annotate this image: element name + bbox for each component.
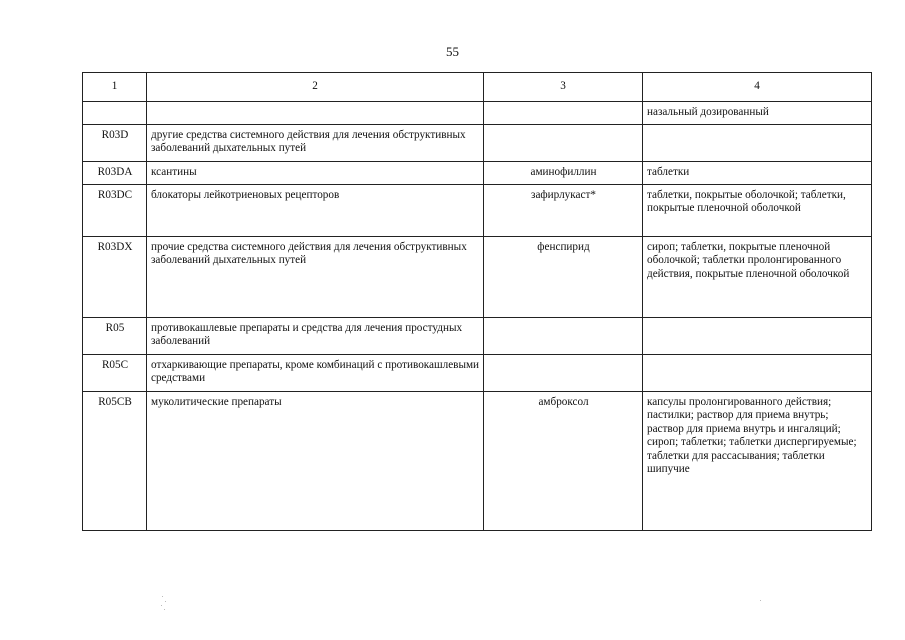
table-row (83, 185, 872, 237)
table-row (83, 102, 872, 125)
substance-cell (484, 125, 643, 162)
dosage-form-cell (643, 318, 872, 355)
group-name-cell: другие средства системного действия для лечения обструктивных заболеваний дыхательных путей (147, 125, 484, 162)
substance-cell: амброксол (484, 392, 643, 531)
table-header-row (83, 73, 872, 102)
table-row (83, 318, 872, 355)
header-cell-2: 2 (147, 73, 484, 102)
group-name-cell: ксантины (147, 162, 484, 185)
atc-code-cell: R05CB (83, 392, 147, 531)
header-cell-4: 4 (643, 73, 872, 102)
atc-code-cell: R03DC (83, 185, 147, 237)
dosage-form-cell: таблетки (643, 162, 872, 185)
table-row (83, 162, 872, 185)
dosage-form-cell: таблетки, покрытые оболочкой; таблетки, покрытые пленочной оболочкой (643, 185, 872, 237)
header-cell-1: 1 (83, 73, 147, 102)
page-number: 55 (446, 44, 459, 59)
scan-speckle (760, 600, 761, 601)
table-row (83, 355, 872, 392)
table-row (83, 125, 872, 162)
group-name-cell: муколитические препараты (147, 392, 484, 531)
dosage-form-cell (643, 355, 872, 392)
atc-code-cell: R03D (83, 125, 147, 162)
substance-cell: зафирлукаст* (484, 185, 643, 237)
substance-cell (484, 102, 643, 125)
group-name-cell: отхаркивающие препараты, кроме комбинаций с противокашлевыми средствами (147, 355, 484, 392)
atc-code-cell: R05 (83, 318, 147, 355)
substance-cell (484, 355, 643, 392)
drug-classification-table (82, 72, 872, 531)
dosage-form-cell: капсулы пролонгированного действия; пастилки; раствор для приема внутрь; раствор для приема внутрь и ингаляций; сироп; таблетки; таблетки диспергируемые; таблетки для рассасывания; таблетки шипучие (643, 392, 872, 531)
atc-code-cell (83, 102, 147, 125)
header-cell-3: 3 (484, 73, 643, 102)
dosage-form-cell (643, 125, 872, 162)
substance-cell (484, 318, 643, 355)
atc-code-cell: R03DX (83, 237, 147, 318)
atc-code-cell: R03DA (83, 162, 147, 185)
table-row (83, 392, 872, 531)
table-row (83, 237, 872, 318)
atc-code-cell: R05C (83, 355, 147, 392)
group-name-cell: прочие средства системного действия для лечения обструктивных заболеваний дыхательных путей (147, 237, 484, 318)
group-name-cell (147, 102, 484, 125)
substance-cell: аминофиллин (484, 162, 643, 185)
scan-speckles (160, 596, 168, 610)
group-name-cell: противокашлевые препараты и средства для лечения простудных заболеваний (147, 318, 484, 355)
dosage-form-cell: сироп; таблетки, покрытые пленочной оболочкой; таблетки пролонгированного действия, покрытые пленочной оболочкой (643, 237, 872, 318)
substance-cell: фенспирид (484, 237, 643, 318)
group-name-cell: блокаторы лейкотриеновых рецепторов (147, 185, 484, 237)
dosage-form-cell: назальный дозированный (643, 102, 872, 125)
